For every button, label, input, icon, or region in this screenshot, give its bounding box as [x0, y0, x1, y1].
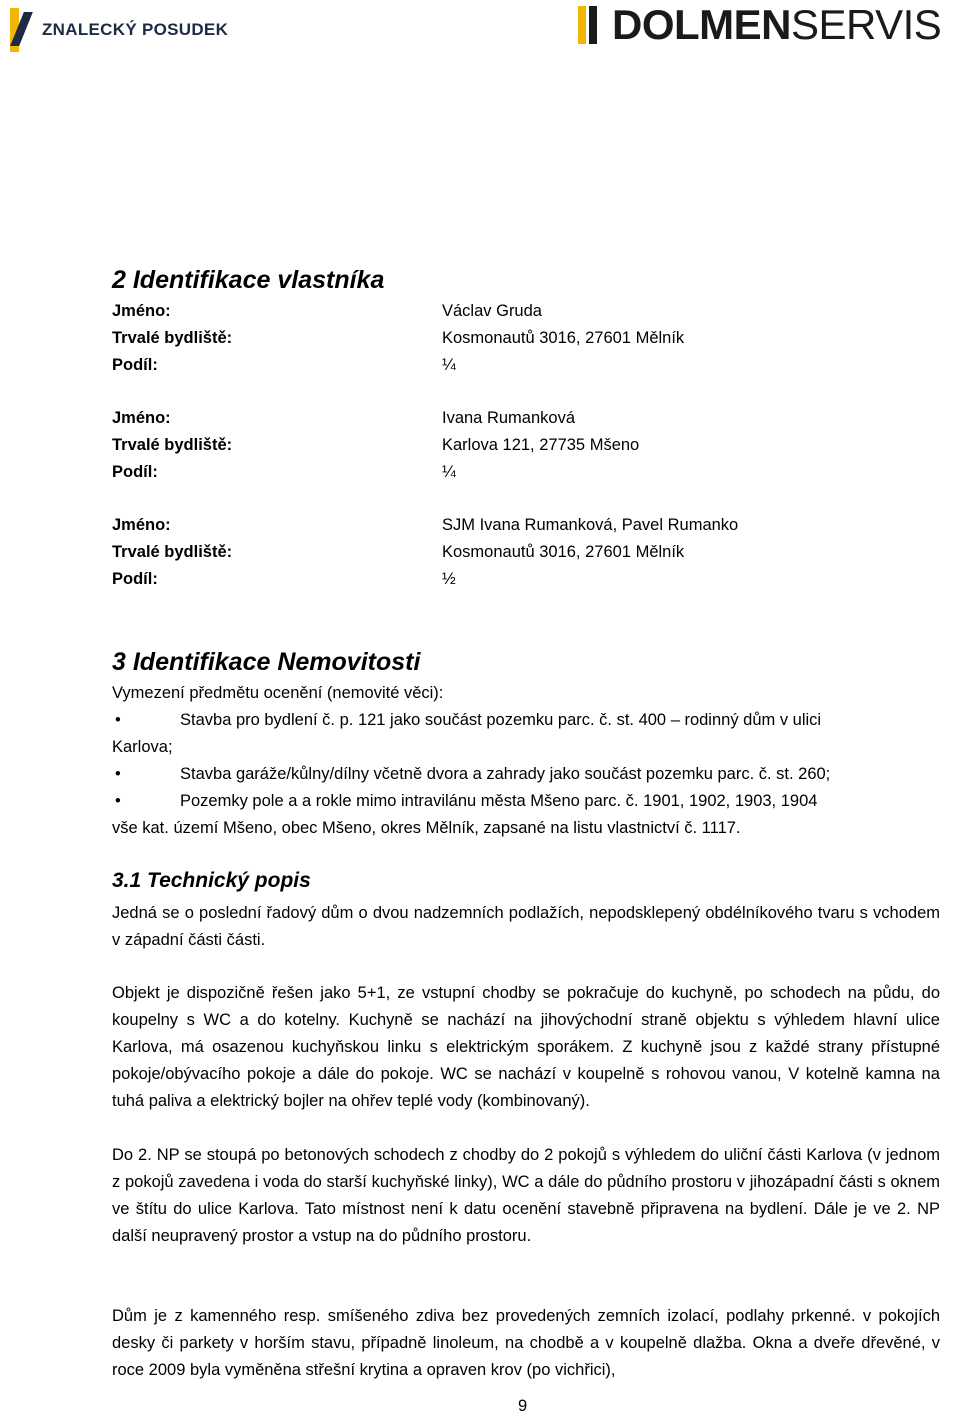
owner-address: Kosmonautů 3016, 27601 Mělník — [442, 329, 685, 347]
paragraph-4 — [112, 1303, 940, 1384]
list-item-2: Stavba garáže/kůlny/dílny včetně dvora a zahrady jako součást pozemku parc. č. st. 260; — [180, 765, 831, 783]
address-label: Trvalé bydliště: — [112, 436, 233, 454]
name-label: Jméno: — [112, 302, 171, 320]
znalecky-posudek-logo — [6, 4, 228, 56]
share-label: Podíl: — [112, 570, 158, 588]
bullet-icon: • — [115, 792, 121, 810]
paragraph-2 — [112, 980, 940, 1115]
paragraph-3 — [112, 1142, 940, 1250]
list-item-3: Pozemky pole a a rokle mimo intravilánu města Mšeno parc. č. 1901, 1902, 1903, 1904 — [180, 792, 818, 810]
name-label: Jméno: — [112, 409, 171, 427]
name-label: Jméno: — [112, 516, 171, 534]
paragraph-3-text: Do 2. NP se stoupá po betonových schodech z chodby do 2 pokojů s výhledem do uliční části Karlova (v jednom z pokojů zavedena i voda do starší kuchyňské linky), WC a dále do půdního prostoru v jihozápadní části s oknem ve štítu do ulice Karlova. Tato místnost není k datu ocenění stavebně připravena na bydlení. Dále je ve 2. NP další neupravený prostor a vstup na do půdního prostoru. — [112, 1146, 940, 1245]
share-label: Podíl: — [112, 356, 158, 374]
bullet-icon: • — [115, 711, 121, 729]
owner-name: SJM Ivana Rumanková, Pavel Rumanko — [442, 516, 739, 534]
owner-address: Kosmonautů 3016, 27601 Mělník — [442, 543, 685, 561]
paragraph-1-text: Jedná se o poslední řadový dům o dvou nadzemních podlažích, nepodsklepený obdélníkového tvaru s vchodem v západní části části. — [112, 904, 940, 949]
list-item-3-cont: vše kat. území Mšeno, obec Mšeno, okres Mělník, zapsané na listu vlastnictví č. 1117. — [112, 819, 741, 837]
section-2-title: 2 Identifikace vlastníka — [112, 266, 385, 294]
bullet-icon: • — [115, 765, 121, 783]
page-number: 9 — [518, 1397, 528, 1415]
paragraph-4-text: Dům je z kamenného resp. smíšeného zdiva bez provedených zemních izolací, podlahy prkenné. v pokojích desky či parkety v horším stavu, případně linoleum, na chodbě a v koupelně dlažba. Okna a dveře dřevěné, v roce 2009 byla vyměněna střešní krytina a opraven krov (po vichřici), — [112, 1307, 940, 1379]
subsection-3-1-title: 3.1 Technický popis — [112, 869, 311, 892]
share-label: Podíl: — [112, 463, 158, 481]
section-3-intro: Vymezení předmětu ocenění (nemovité věci): — [112, 684, 444, 702]
owner-name: Ivana Rumanková — [442, 409, 575, 427]
paragraph-2-text: Objekt je dispozičně řešen jako 5+1, ze vstupní chodby se pokračuje do kuchyně, po schodech na půdu, do koupelny s WC a do kotelny. Kuchyně se nachází na jihovýchodní straně objektu s výhledem hlavní ulice Karlova, má osazenou kuchyňskou linku s elektrickým sporákem. Z kuchyně jsou z každé strany přístupné pokoje/obývacího pokoje a dále do pokoje. WC se nachází v koupelně s rohovou vanou, V kotelně kamna na tuhá paliva a elektrický bojler na ohřev teplé vody (kombinovaný). — [112, 984, 940, 1110]
owner-address: Karlova 121, 27735 Mšeno — [442, 436, 640, 454]
address-label: Trvalé bydliště: — [112, 543, 233, 561]
section-3-title: 3 Identifikace Nemovitosti — [112, 648, 421, 676]
paragraph-1 — [112, 900, 940, 954]
address-label: Trvalé bydliště: — [112, 329, 233, 347]
list-item-1-cont: Karlova; — [112, 738, 173, 756]
logo-mark-icon — [6, 4, 34, 56]
logo-left-text: ZNALECKÝ POSUDEK — [42, 20, 229, 39]
list-item-1: Stavba pro bydlení č. p. 121 jako součást pozemku parc. č. st. 400 – rodinný dům v ulici — [180, 711, 822, 729]
owner-name: Václav Gruda — [442, 302, 542, 320]
dolmen-servis-logo — [576, 0, 960, 50]
dolmen-mark-icon — [576, 3, 610, 47]
logo-right-light: SERVIS — [791, 1, 942, 48]
owner-share: ¼ — [442, 356, 456, 374]
owner-share: ½ — [442, 570, 456, 588]
logo-right-bold: DOLMEN — [612, 1, 791, 48]
owner-share: ¼ — [442, 463, 456, 481]
